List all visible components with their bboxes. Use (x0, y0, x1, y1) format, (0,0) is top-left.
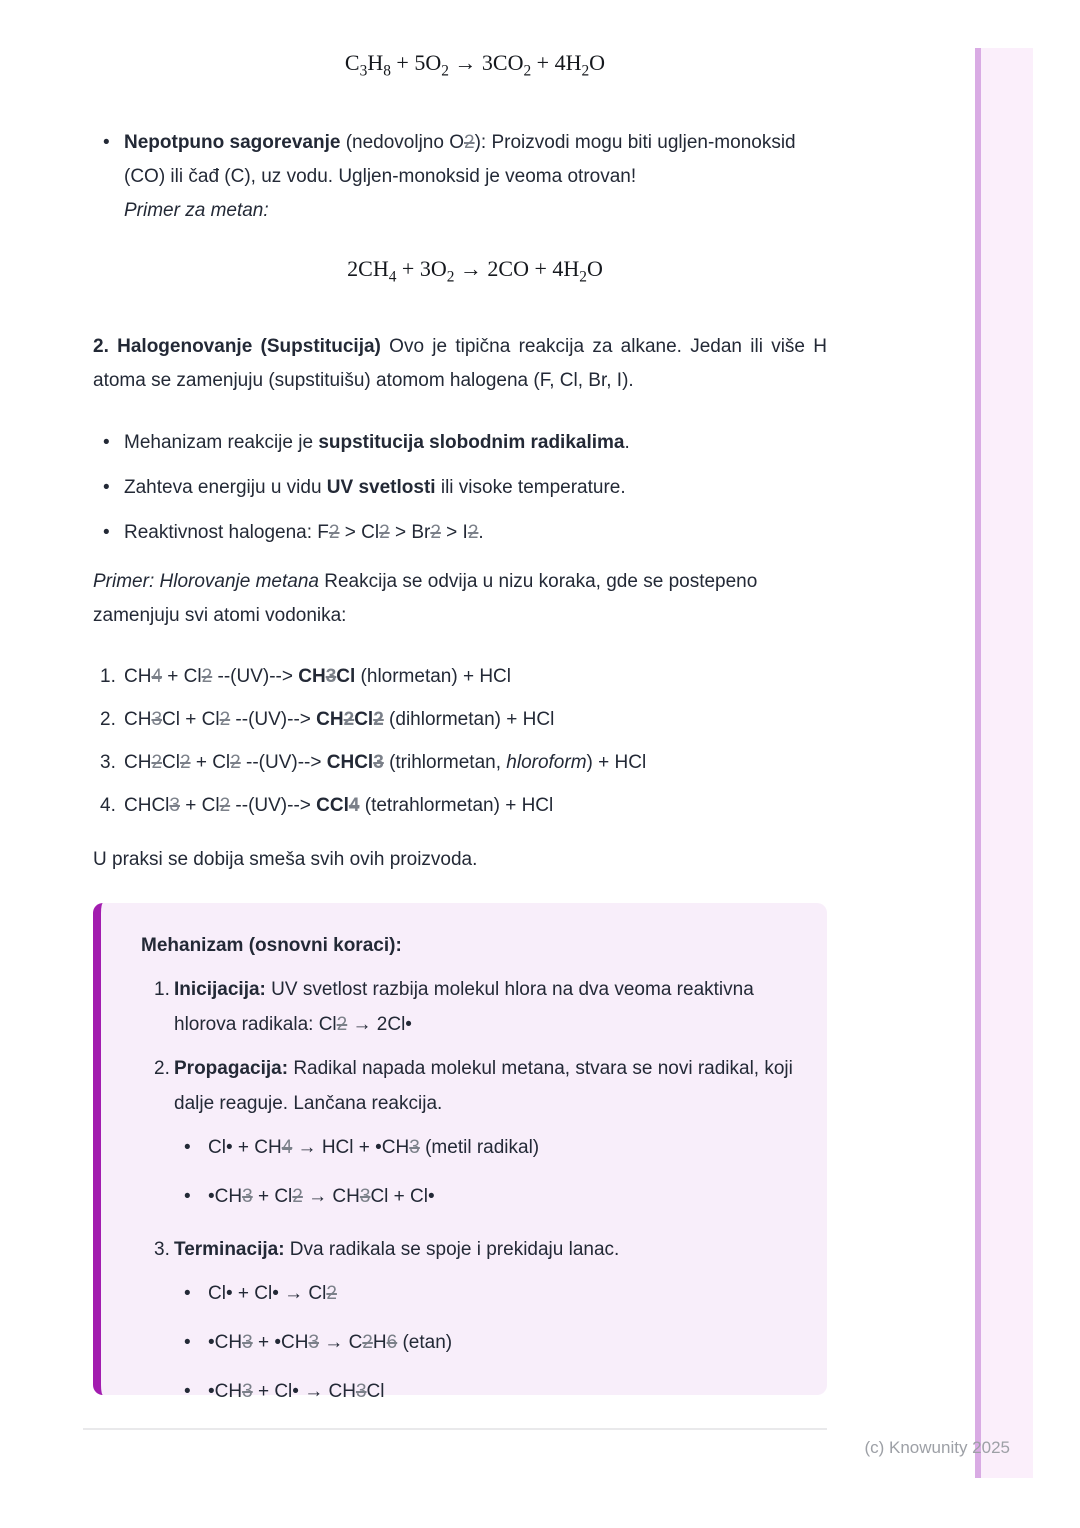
step-number: 2. (100, 709, 116, 730)
step-4-text: CHCl3 + Cl2 --(UV)--> CCl4 (tetrahlormetan) + HCl (124, 795, 554, 816)
list-item (141, 972, 793, 1042)
bullet-icon: • (103, 132, 110, 153)
list-item (93, 516, 827, 550)
list-item (93, 789, 827, 823)
halogenation-bullet-list (93, 426, 827, 561)
step-number: 1. (100, 666, 116, 687)
incomplete-combustion-text: Nepotpuno sagorevanje (nedovoljno O2): Proizvodi mogu biti ugljen-monoksid (CO) ili čađ (C), uz vodu. Ugljen-monoksid je veoma otrovan! (124, 132, 796, 187)
equation-propane-combustion: $C_3H_8 + 5O_2 \to 3CO_2 + 4H_2O$ (344, 50, 606, 80)
step-number: 4. (100, 795, 116, 816)
callout-heading: Mehanizam (osnovni koraci): (141, 935, 402, 956)
list-item (93, 426, 827, 460)
propagation-reaction-1: • Cl• + CH4 → HCl + •CH3 (metil radikal) (174, 1130, 793, 1165)
bullet-icon: • (103, 522, 110, 543)
bullet-icon: • (103, 477, 110, 498)
list-item (93, 703, 827, 737)
propagation-reaction-2: • •CH3 + Cl2 → CH3Cl + Cl• (174, 1179, 793, 1214)
mixture-result-paragraph: U praksi se dobija smeša svih ovih proizvoda. (93, 849, 478, 870)
halogen-reactivity-bullet-text: Reaktivnost halogena: F2 > Cl2 > Br2 > I2. (124, 522, 484, 543)
step-number: 1. (154, 979, 170, 1000)
bullet-icon: • (103, 432, 110, 453)
step-2-text: CH3Cl + Cl2 --(UV)--> CH2Cl2 (dihlormetan) + HCl (124, 709, 555, 730)
equation-methane-incomplete-combustion: $2CH_4 + 3O_2 \to 2CO + 4H_2O$ (347, 256, 603, 286)
step-number: 2. (154, 1058, 170, 1079)
halogenation-section-paragraph: 2. Halogenovanje (Supstitucija) Ovo je tipična reakcija za alkane. Jedan ili više H atoma se zamenjuju (supstituišu) atomom halogena (F, Cl, Br, I). (93, 336, 827, 391)
mechanism-callout-box (93, 903, 827, 1402)
incomplete-combustion-bullet-list (93, 126, 827, 239)
step-number: 3. (100, 752, 116, 773)
step-3-text: CH2Cl2 + Cl2 --(UV)--> CHCl3 (trihlormetan, hloroform) + HCl (124, 752, 647, 773)
termination-reaction-1: • Cl• + Cl• → Cl2 (174, 1276, 793, 1311)
side-accent-line (975, 48, 981, 1478)
chlorination-steps-list (93, 660, 827, 832)
list-item (93, 660, 827, 694)
list-item (93, 126, 827, 228)
initiation-text: Inicijacija: UV svetlost razbija molekul hlora na dva veoma reaktivna hlorova radikala: Cl2 → 2Cl• (174, 979, 754, 1035)
step-1-text: CH4 + Cl2 --(UV)--> CH3Cl (hlormetan) + HCl (124, 666, 512, 687)
chlorination-example-paragraph: Primer: Hlorovanje metana Reakcija se odvija u nizu koraka, gde se postepeno zamenjuju svi atomi vodonika: (93, 571, 758, 626)
list-item (93, 746, 827, 780)
side-accent-panel (981, 48, 1033, 1478)
step-number: 3. (154, 1239, 170, 1260)
list-item (141, 1051, 793, 1214)
footer-divider (83, 1428, 827, 1430)
methane-example-label: Primer za metan: (124, 200, 269, 221)
list-item (141, 1232, 793, 1409)
propagation-text: Propagacija: Radikal napada molekul metana, stvara se novi radikal, koji dalje reaguje. Lančana reakcija. (174, 1058, 793, 1114)
mechanism-bullet-text: Mehanizam reakcije je supstitucija slobodnim radikalima. (124, 432, 630, 453)
list-item (93, 471, 827, 505)
termination-text: Terminacija: Dva radikala se spoje i prekidaju lanac. (174, 1239, 620, 1260)
uv-energy-bullet-text: Zahteva energiju u vidu UV svetlosti ili visoke temperature. (124, 477, 626, 498)
copyright-text: (c) Knowunity 2025 (864, 1438, 1010, 1457)
termination-reaction-3: • •CH3 + Cl• → CH3Cl (174, 1374, 793, 1409)
termination-reaction-2: • •CH3 + •CH3 → C2H6 (etan) (174, 1325, 793, 1360)
